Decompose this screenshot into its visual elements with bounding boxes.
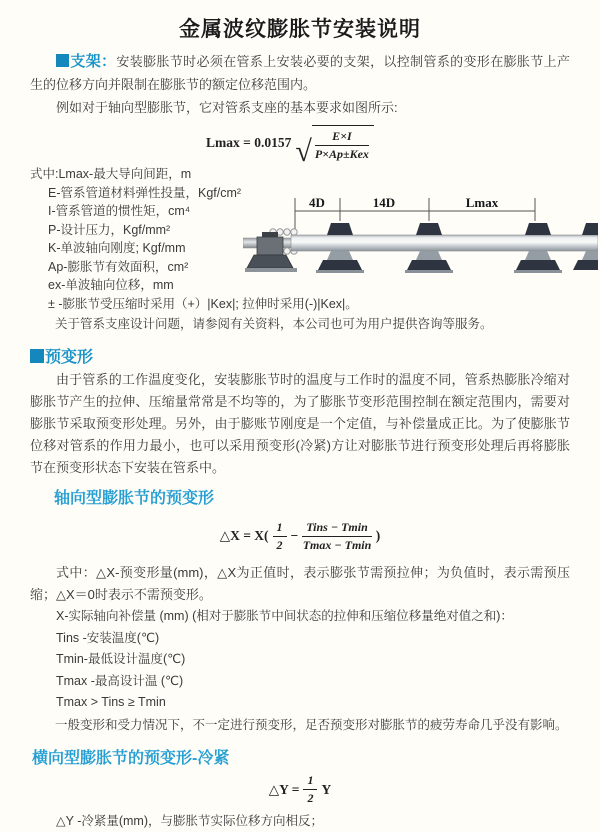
radical-sign: √: [295, 138, 311, 165]
definition-line: E-管系管道材料弹性投量，Kgf/cm²: [30, 184, 570, 203]
lateral-preform-heading: 横向型膨胀节的预变形-冷紧: [32, 745, 570, 768]
definitions-and-diagram: [30, 165, 570, 313]
definition-line: 式中:Lmax-最大导向间距，m: [30, 165, 570, 184]
definition-line: Ap-膨胀节有效面积，cm²: [30, 258, 570, 277]
fraction-numerator: Tins − Tmin: [302, 520, 372, 537]
fraction-numerator: 1: [303, 773, 317, 790]
dimension-label-14d: 14D: [373, 195, 395, 210]
definition-line: ± -膨胀节受压缩时采用（+）|Kex|; 拉伸时采用(-)|Kex|。: [30, 295, 570, 314]
section-marker-square: [56, 54, 69, 67]
temperature-fraction: [302, 520, 372, 553]
axial-item-line: Tins -安装温度(℃): [30, 628, 570, 650]
axial-explain-paragraph: 式中：△X-预变形量(mm)，△X为正值时，表示膨张节需预拉伸；为负值时，表示需预压缩；△X＝0时表示不需预变形。: [30, 562, 570, 606]
preform-section-header: [30, 344, 570, 367]
radical-body: [312, 125, 374, 162]
definition-line: ex-单波轴向位移，mm: [30, 276, 570, 295]
axial-item-line: Tmin-最低设计温度(℃): [30, 649, 570, 671]
axial-preform-heading: 轴向型膨胀节的预变形: [54, 485, 570, 508]
definition-line: I-管系管道的惯性矩，cm⁴: [30, 202, 570, 221]
axial-note-line: 一般变形和受力情况下，不一定进行预变形，足否预变形对膨胀节的疲劳寿命几乎没有影响。: [30, 715, 570, 736]
one-half-fraction: [273, 520, 287, 553]
axial-item-line: Tmax -最高设计温 (℃): [30, 671, 570, 693]
axial-formula-rhs: ): [376, 528, 381, 544]
axial-item-line: Tmax > Tins ≥ Tmin: [30, 692, 570, 714]
lateral-formula-rhs: Y: [321, 782, 331, 798]
fraction-numerator: 1: [273, 520, 287, 537]
fraction-denominator: 2: [273, 537, 287, 553]
lmax-formula: [30, 125, 546, 161]
definition-line: P-设计压力，Kgf/mm²: [30, 221, 570, 240]
support-intro-text: 安装膨胀节时必须在管系上安装必要的支架，以控制管系的变形在膨胀节上产生的位移方向并限制在膨胀节的额定位移范围内。: [30, 54, 570, 92]
lateral-item-line: △Y -冷紧量(mm)，与膨胀节实际位移方向相反；: [30, 811, 570, 832]
support-section-header-label: 支架：: [70, 53, 116, 70]
main-pipe: [291, 235, 598, 251]
support-section-header: [56, 53, 116, 70]
support-intro-paragraph: [30, 50, 570, 96]
axial-formula-lhs: △X = X(: [220, 528, 269, 544]
preform-paragraph: 由于管系的工作温度变化，安装膨胀节时的温度与工作时的温度不同，管系热膨胀冷缩对膨胀节产生的拉伸、压缩量常常是不均等的，为了膨胀节变形范围控制在额定范围内，需要对膨胀节采取预变形处理。另外，由于膨账节刚度是一个定值，与补偿量成正比。为了使膨胀节位移对管系的作用力最小，也可以采用预变形(冷紧)方让对膨胀节进行预变形处理后再将膨胀节在预变形状态下安装在管系中。: [30, 369, 570, 479]
support-example-line: 例如对于轴向型膨胀节，它对管系支座的基本要求如图所示:: [30, 96, 570, 119]
dimension-label-lmax: Lmax: [466, 195, 499, 210]
lmax-formula-radical: [295, 125, 374, 162]
section-marker-square: [30, 349, 44, 363]
fraction-numerator: E×I: [315, 129, 369, 146]
minus-operator: −: [291, 528, 299, 544]
definition-line: K-单波轴向刚度; Kgf/mm: [30, 239, 570, 258]
one-half-fraction: [303, 773, 317, 806]
fraction-denominator: Tmax − Tmin: [302, 537, 372, 553]
preform-section-header-label: 预变形: [45, 349, 93, 366]
axial-preform-formula: [30, 516, 570, 556]
dimension-label-4d: 4D: [309, 195, 325, 210]
pipe-support-diagram: [243, 191, 598, 291]
fraction-denominator: P×Ap±Kex: [315, 146, 369, 162]
lmax-formula-lhs: Lmax = 0.0157: [206, 135, 291, 151]
fraction-denominator: 2: [303, 790, 317, 806]
support-note-line: 关于管系支座设计问题，请参阅有关资料，本公司也可为用户提供咨询等服务。: [30, 314, 570, 335]
page-title: 金属波纹膨胀节安装说明: [30, 0, 570, 43]
lateral-formula-lhs: △Y =: [269, 782, 300, 798]
lmax-formula-fraction: [315, 129, 369, 162]
lateral-preform-formula: [30, 775, 570, 805]
axial-item-line: X-实际轴向补偿量 (mm) (相对于膨胀节中间状态的拉伸和压缩位移量绝对值之和)：: [30, 606, 570, 628]
